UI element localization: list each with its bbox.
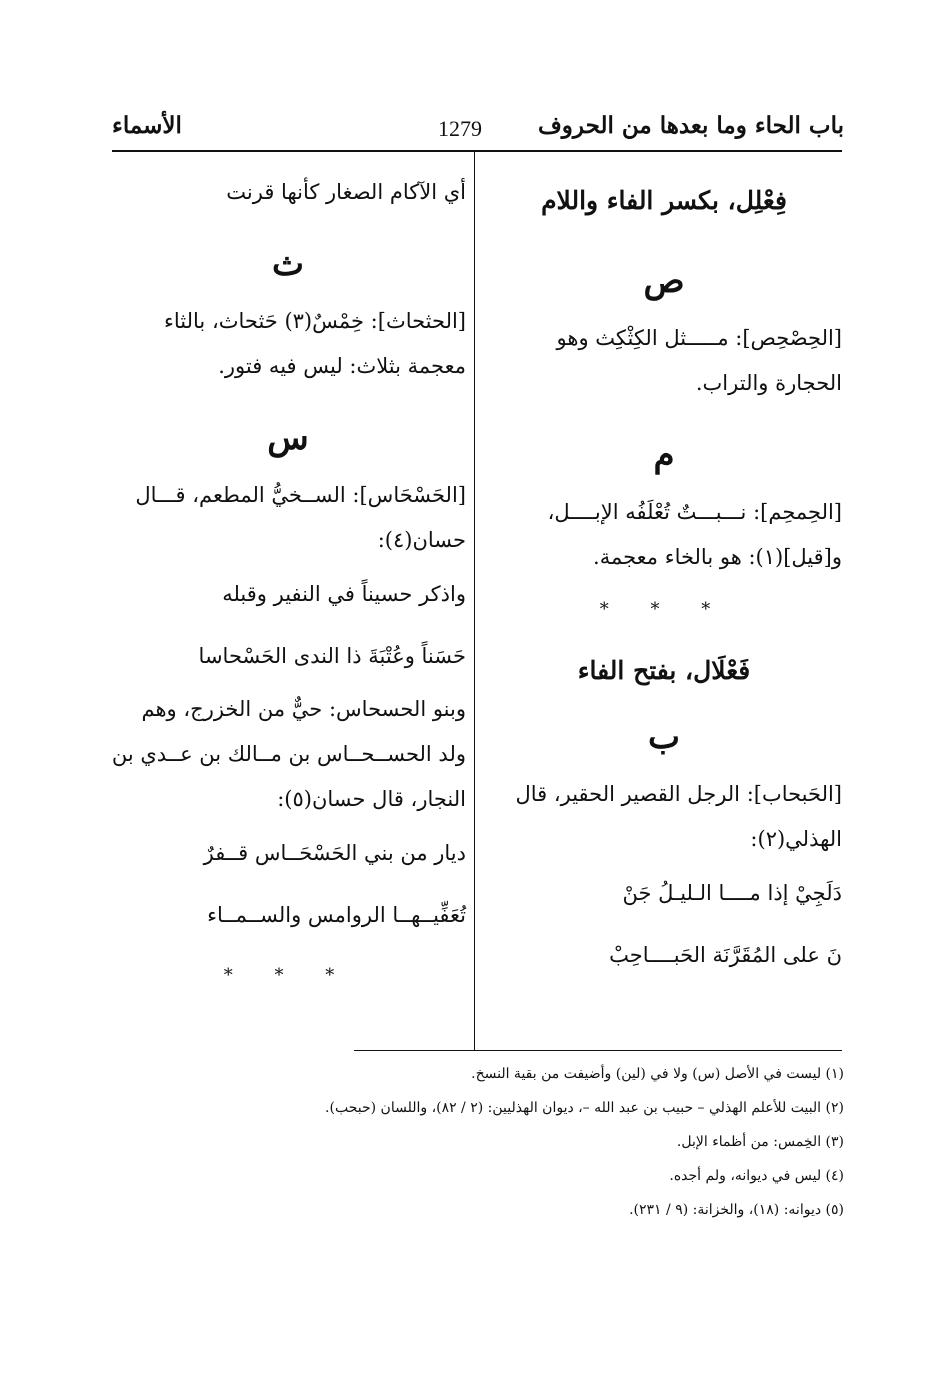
entry-line: [الحَبحاب]: الرجل القصير الحقير، قال <box>515 782 842 806</box>
entry-line: [الحثحاث]: خِمْسٌ(٣) حَثحاث، بالثاء <box>164 309 466 333</box>
verse-line: تُعَفِّيــهــا الروامس والســمــاء <box>207 903 466 927</box>
footnote: (١) ليست في الأصل (س) ولا في (لين) وأضيفت من بقية النسخ. <box>471 1066 844 1082</box>
letter-heading: س <box>267 418 309 458</box>
header-rule <box>112 150 842 152</box>
entry-line: ولد الحســحــاس بن مــالك بن عــدي بن <box>111 742 466 766</box>
verse-line: ديار من بني الحَسْحَــاس قــفرٌ <box>203 841 466 865</box>
verse-line: واذكر حسيناً في النفير وقبله <box>222 582 466 606</box>
letter-heading: ث <box>271 244 304 284</box>
entry-line: و[قيل](١): هو بالخاء معجمة. <box>593 545 842 569</box>
entry-line: الحجارة والتراب. <box>695 371 842 395</box>
left-column <box>110 170 466 1006</box>
footnote: (٤) ليس في ديوانه، ولم أجده. <box>669 1168 844 1184</box>
verse-line: نَ على المُقَرَّنَة الحَبــــاحِبْ <box>609 943 842 967</box>
footnote-rule <box>354 1050 842 1051</box>
entry-line: [الحِمحِم]: نـــبـــتٌ تُعْلَفُه الإبــــل، <box>547 500 842 524</box>
letter-heading: م <box>653 435 675 475</box>
running-header-section: الأسماء <box>112 112 182 139</box>
entry-line: الهذلي(٢): <box>750 827 842 851</box>
letter-heading: ص <box>643 261 685 301</box>
entry-line: النجار، قال حسان(٥): <box>277 787 466 811</box>
verse-line: دَلَجِيْ إذا مــــا الـليـلُ جَنْ <box>622 881 842 905</box>
verse-line: حَسَناً وعُتْبَةَ ذا الندى الحَسْحاسا <box>198 644 466 668</box>
section-heading: فِعْلِل، بكسر الفاء واللام <box>541 186 787 215</box>
entry-line: [الحِصْحِص]: مـــــثل الكِثْكِث وهو <box>556 326 842 350</box>
running-header-chapter: باب الحاء وما بعدها من الحروف <box>537 112 844 139</box>
separator-stars: * * * <box>223 965 353 986</box>
footnote: (٣) الخِمس: من أظماء الإبل. <box>676 1134 844 1150</box>
section-heading: فَعْلَال، بفتح الفاء <box>577 656 751 685</box>
footnote: (٥) ديوانه: (١٨)، والخزانة: (٩ / ٢٣١). <box>629 1202 844 1218</box>
letter-heading: ب <box>647 717 680 757</box>
entry-line: [الحَسْحَاس]: الســخيُّ المطعم، قـــال <box>135 483 466 507</box>
separator-stars: * * * <box>599 599 729 620</box>
column-divider <box>474 152 475 1050</box>
right-column <box>486 170 842 986</box>
entry-line: حسان(٤): <box>377 528 466 552</box>
entry-line: أي الآكام الصغار كأنها قرنت <box>226 180 466 204</box>
footnote: (٢) البيت للأعلم الهذلي – حبيب بن عبد الله –، ديوان الهذليين: (٢ / ٨٢)، واللسان (حبحب). <box>325 1100 844 1116</box>
entry-line: وبنو الحسحاس: حيٌّ من الخزرج، وهم <box>141 697 466 721</box>
page-number: 1279 <box>438 116 482 141</box>
entry-line: معجمة بثلاث: ليس فيه فتور. <box>218 354 466 378</box>
